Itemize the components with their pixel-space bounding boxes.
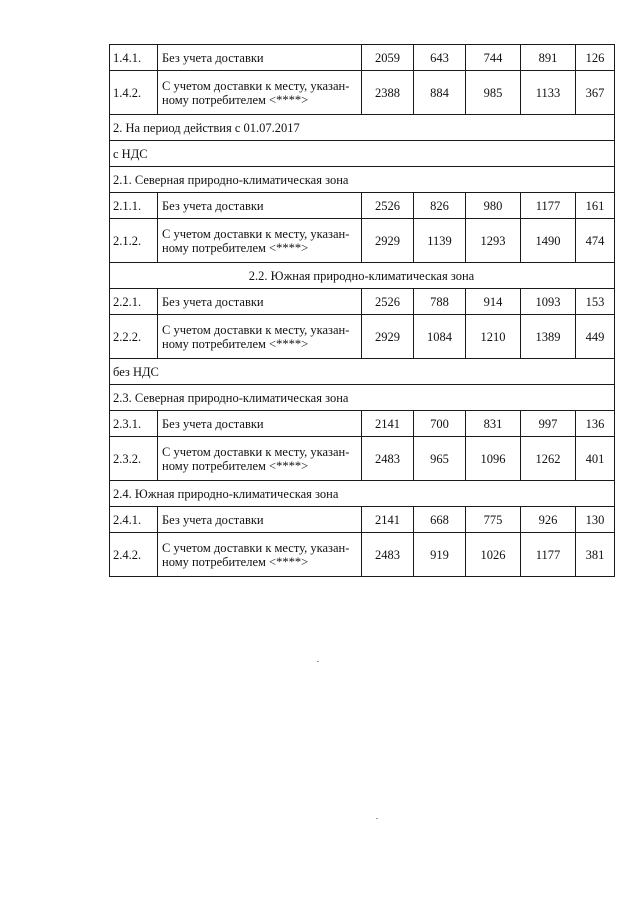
row-description: С учетом доставки к месту, указан-ному потребителем <****> bbox=[158, 219, 362, 263]
row-value: 449 bbox=[576, 315, 615, 359]
table-row bbox=[110, 507, 615, 533]
row-value: 401 bbox=[576, 437, 615, 481]
row-value: 161 bbox=[576, 193, 615, 219]
table-row bbox=[110, 437, 615, 481]
row-value: 926 bbox=[521, 507, 576, 533]
section-row bbox=[110, 359, 615, 385]
row-value: 367 bbox=[576, 71, 615, 115]
row-value: 891 bbox=[521, 45, 576, 71]
row-value: 668 bbox=[414, 507, 466, 533]
row-value: 130 bbox=[576, 507, 615, 533]
row-value: 826 bbox=[414, 193, 466, 219]
tariff-table bbox=[109, 44, 615, 577]
row-value: 788 bbox=[414, 289, 466, 315]
row-value: 831 bbox=[466, 411, 521, 437]
row-value: 2141 bbox=[362, 411, 414, 437]
row-code: 1.4.2. bbox=[110, 71, 158, 115]
table-row bbox=[110, 289, 615, 315]
row-value: 1093 bbox=[521, 289, 576, 315]
section-heading: 2.4. Южная природно-климатическая зона bbox=[110, 481, 615, 507]
row-value: 700 bbox=[414, 411, 466, 437]
row-value: 2929 bbox=[362, 219, 414, 263]
scan-speck bbox=[317, 661, 319, 662]
row-value: 1084 bbox=[414, 315, 466, 359]
row-code: 2.3.2. bbox=[110, 437, 158, 481]
section-heading: без НДС bbox=[110, 359, 615, 385]
row-value: 381 bbox=[576, 533, 615, 577]
row-value: 153 bbox=[576, 289, 615, 315]
row-value: 985 bbox=[466, 71, 521, 115]
row-description: С учетом доставки к месту, указан-ному потребителем <****> bbox=[158, 437, 362, 481]
row-description: Без учета доставки bbox=[158, 289, 362, 315]
row-code: 1.4.1. bbox=[110, 45, 158, 71]
row-value: 643 bbox=[414, 45, 466, 71]
table-row bbox=[110, 193, 615, 219]
row-code: 2.2.1. bbox=[110, 289, 158, 315]
row-description: С учетом доставки к месту, указан-ному потребителем <****> bbox=[158, 533, 362, 577]
section-heading: 2.2. Южная природно-климатическая зона bbox=[110, 263, 615, 289]
tariff-table-body bbox=[110, 45, 615, 577]
row-value: 914 bbox=[466, 289, 521, 315]
section-heading: 2. На период действия с 01.07.2017 bbox=[110, 115, 615, 141]
row-description: Без учета доставки bbox=[158, 411, 362, 437]
row-value: 775 bbox=[466, 507, 521, 533]
table-row bbox=[110, 533, 615, 577]
table-row bbox=[110, 45, 615, 71]
row-value: 2059 bbox=[362, 45, 414, 71]
section-row bbox=[110, 115, 615, 141]
section-row bbox=[110, 167, 615, 193]
section-heading: 2.1. Северная природно-климатическая зона bbox=[110, 167, 615, 193]
row-value: 1133 bbox=[521, 71, 576, 115]
table-row bbox=[110, 219, 615, 263]
row-description: Без учета доставки bbox=[158, 45, 362, 71]
row-value: 1210 bbox=[466, 315, 521, 359]
row-value: 2929 bbox=[362, 315, 414, 359]
row-code: 2.4.2. bbox=[110, 533, 158, 577]
section-heading: с НДС bbox=[110, 141, 615, 167]
scan-speck bbox=[376, 818, 378, 819]
section-row bbox=[110, 141, 615, 167]
row-value: 1293 bbox=[466, 219, 521, 263]
row-code: 2.1.2. bbox=[110, 219, 158, 263]
row-value: 1177 bbox=[521, 193, 576, 219]
row-value: 1139 bbox=[414, 219, 466, 263]
row-value: 2388 bbox=[362, 71, 414, 115]
row-value: 744 bbox=[466, 45, 521, 71]
row-code: 2.3.1. bbox=[110, 411, 158, 437]
row-code: 2.4.1. bbox=[110, 507, 158, 533]
row-value: 965 bbox=[414, 437, 466, 481]
row-description: С учетом доставки к месту, указан-ному потребителем <****> bbox=[158, 71, 362, 115]
row-value: 474 bbox=[576, 219, 615, 263]
section-heading: 2.3. Северная природно-климатическая зона bbox=[110, 385, 615, 411]
table-row bbox=[110, 71, 615, 115]
row-value: 1026 bbox=[466, 533, 521, 577]
section-row bbox=[110, 263, 615, 289]
row-value: 2483 bbox=[362, 533, 414, 577]
section-row bbox=[110, 481, 615, 507]
row-value: 919 bbox=[414, 533, 466, 577]
row-value: 2141 bbox=[362, 507, 414, 533]
row-description: Без учета доставки bbox=[158, 507, 362, 533]
table-row bbox=[110, 315, 615, 359]
section-row bbox=[110, 385, 615, 411]
row-description: С учетом доставки к месту, указан-ному потребителем <****> bbox=[158, 315, 362, 359]
row-value: 2483 bbox=[362, 437, 414, 481]
row-description: Без учета доставки bbox=[158, 193, 362, 219]
table-row bbox=[110, 411, 615, 437]
row-value: 1177 bbox=[521, 533, 576, 577]
row-value: 1096 bbox=[466, 437, 521, 481]
row-value: 2526 bbox=[362, 193, 414, 219]
row-value: 1490 bbox=[521, 219, 576, 263]
row-value: 2526 bbox=[362, 289, 414, 315]
row-code: 2.1.1. bbox=[110, 193, 158, 219]
row-value: 980 bbox=[466, 193, 521, 219]
row-value: 1262 bbox=[521, 437, 576, 481]
row-value: 126 bbox=[576, 45, 615, 71]
row-value: 997 bbox=[521, 411, 576, 437]
row-value: 1389 bbox=[521, 315, 576, 359]
row-code: 2.2.2. bbox=[110, 315, 158, 359]
row-value: 884 bbox=[414, 71, 466, 115]
row-value: 136 bbox=[576, 411, 615, 437]
